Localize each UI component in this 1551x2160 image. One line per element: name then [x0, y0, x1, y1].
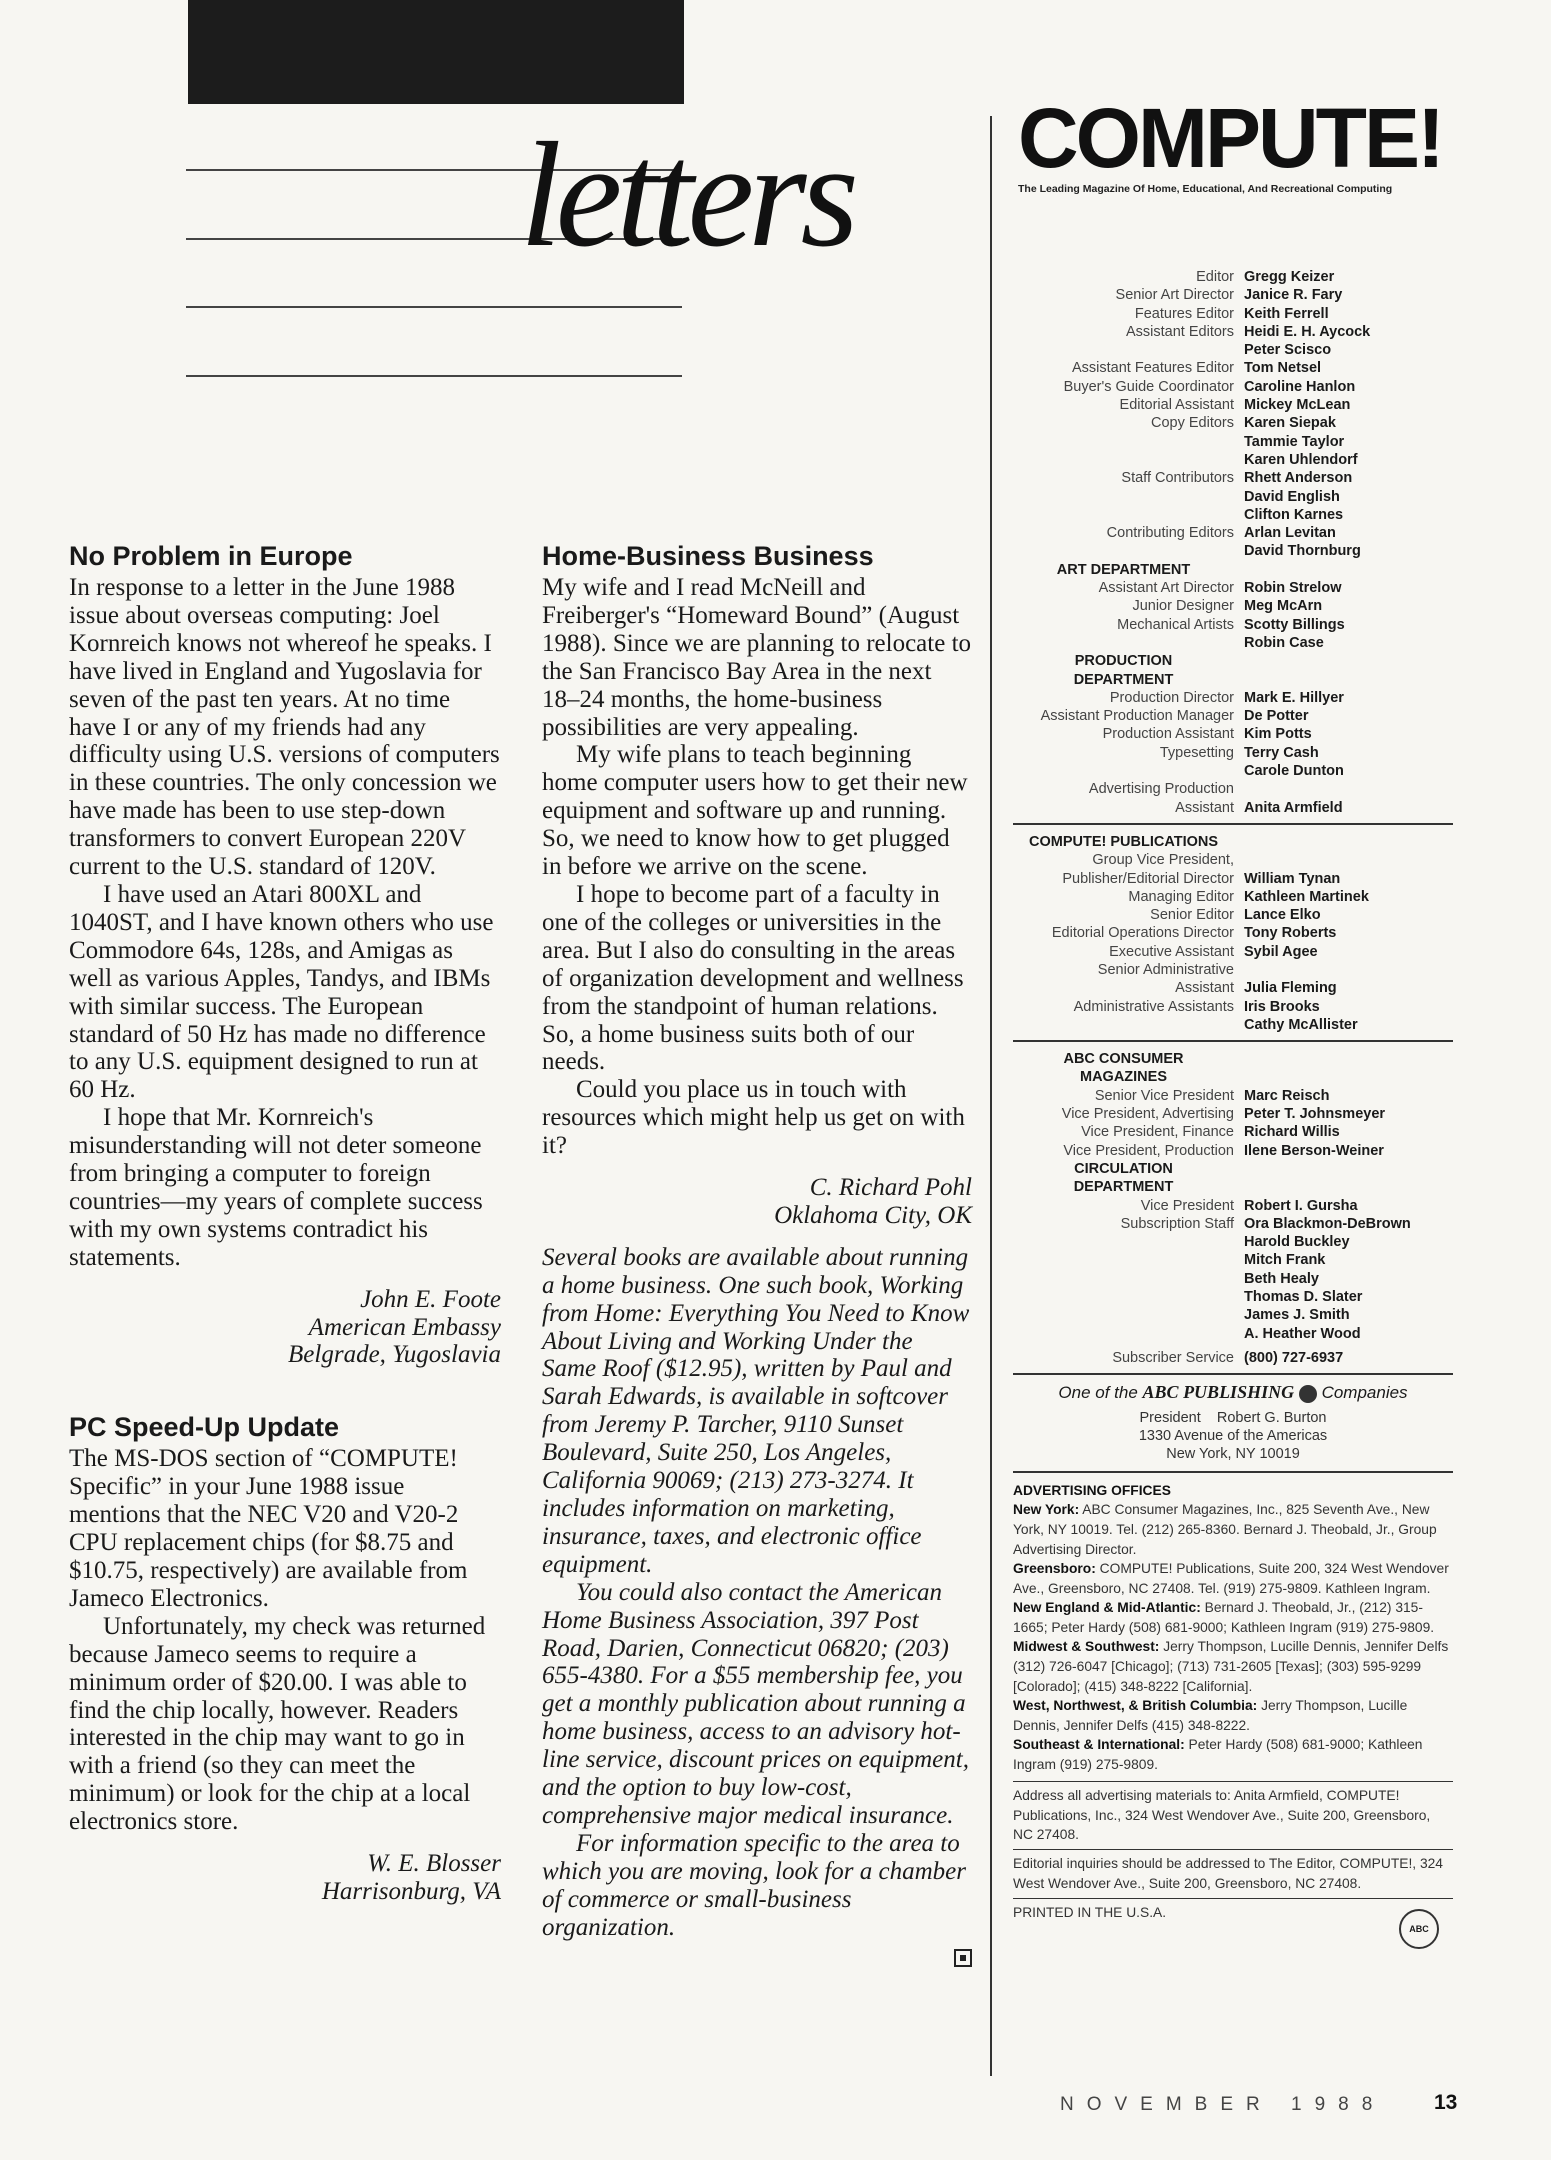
staff-name: Tony Roberts: [1244, 925, 1337, 942]
staff-name: Ilene Berson-Weiner: [1244, 1142, 1384, 1159]
staff-row: [1013, 1233, 1453, 1251]
staff-role: Administrative Assistants: [1073, 998, 1234, 1015]
ad-office-text: Jerry Thompson, Lucille Dennis, Jennifer Delfs (312) 726-6047 [Chicago]; (713) 731-2605 [Texas]; (303) 595-9299 [Colorado]; (415) 348-8222 [California].: [1013, 1639, 1449, 1694]
column-divider: [990, 116, 992, 2076]
staff-name: Peter Scisco: [1244, 342, 1332, 359]
staff-name: Robin Strelow: [1244, 580, 1342, 597]
staff-row: [1013, 1087, 1453, 1105]
ad-office-region: New England & Mid-Atlantic:: [1013, 1600, 1201, 1616]
header-black-bar: [188, 0, 684, 104]
tagline: The Leading Magazine Of Home, Educational, And Recreational Computing: [1018, 183, 1393, 195]
signature-name: C. Richard Pohl: [809, 1174, 972, 1202]
staff-row: [1013, 979, 1453, 997]
subscriber-service: [1013, 1349, 1453, 1367]
staff-role: Assistant Production Manager: [1040, 708, 1234, 725]
staff-row: [1013, 341, 1453, 359]
signature-name: W. E. Blosser: [367, 1850, 501, 1878]
staff-name: David Thornburg: [1244, 543, 1361, 560]
issue-date: NOVEMBER 1988: [1060, 2094, 1386, 2115]
staff-row: [1013, 1215, 1453, 1233]
staff-row: [1013, 1197, 1453, 1215]
staff-name: Clifton Karnes: [1244, 506, 1344, 523]
circulation-list: [1013, 1197, 1453, 1343]
staff-role: Production Director: [1109, 689, 1234, 706]
ad-office-text: Jerry Thompson, Lucille Dennis, Jennifer Delfs (415) 348-8222.: [1013, 1698, 1408, 1733]
staff-name: Ora Blackmon-DeBrown: [1244, 1215, 1411, 1232]
reply-paragraph: You could also contact the American Home Business Association, 397 Post Road, Darien, Connecticut 06820; (203) 655-4380. For a $55 membership fee, you get a monthly publication about running a home business, access to an advisory hot-line service, discount prices on equipment, and the option to buy low-cost, comprehensive major medical insurance.: [542, 1578, 969, 1829]
letter-signature: [542, 1174, 972, 1230]
ad-office-text: ABC Consumer Magazines, Inc., 825 Seventh Ave., New York, NY 10019. Tel. (212) 265-8360. Bernard J. Theobald, Jr., Group Advertising Director.: [1013, 1502, 1437, 1557]
staff-name: Keith Ferrell: [1244, 305, 1329, 322]
staff-row: [1013, 961, 1453, 979]
staff-name: Heidi E. H. Aycock: [1244, 323, 1371, 340]
production-list: [1013, 689, 1453, 780]
staff-role: [1013, 488, 1244, 506]
ad-offices-list: [1013, 1500, 1453, 1774]
staff-row: [1013, 1142, 1453, 1160]
reply-paragraph: For information specific to the area to which you are moving, look for a chamber of commerce or small-business organization.: [542, 1829, 966, 1941]
editorial-inquiries: Editorial inquiries should be addressed to The Editor, COMPUTE!, 324 West Wendover Ave., Suite 200, Greensboro, NC 27408.: [1013, 1856, 1443, 1892]
staff-role: [1013, 634, 1244, 652]
abc-publishing-logo: ABC PUBLISHING: [1142, 1382, 1295, 1403]
staff-name: Janice R. Fary: [1244, 287, 1343, 304]
publications-heading: COMPUTE! PUBLICATIONS: [1028, 833, 1219, 850]
divider: [1013, 823, 1453, 825]
staff-role: Managing Editor: [1128, 888, 1234, 905]
staff-role: [1013, 1325, 1244, 1343]
staff-row: [1013, 725, 1453, 743]
staff-row: [1013, 524, 1453, 542]
ad-office: [1013, 1637, 1453, 1696]
staff-row: [1013, 579, 1453, 597]
paragraph: The MS-DOS section of “COMPUTE! Specific” in your June 1988 issue mentions that the NEC V20 and V20-2 CPU replacement chips (for $8.75 and $10.75, respectively) are available from Jameco Electronics.: [69, 1445, 468, 1612]
staff-row: [1013, 1349, 1453, 1367]
staff-name: Iris Brooks: [1244, 998, 1320, 1015]
staff-role: Executive Assistant: [1109, 943, 1234, 960]
ad-office-region: Greensboro:: [1013, 1561, 1096, 1577]
art-department-heading: ART DEPARTMENT: [1056, 561, 1191, 578]
abc-pub-prefix: One of the: [1058, 1383, 1138, 1403]
staff-row: [1013, 597, 1453, 615]
staff-role: Assistant: [1175, 980, 1234, 997]
staff-role: Contributing Editors: [1106, 525, 1234, 542]
staff-row: [1013, 1288, 1453, 1306]
staff-row: [1013, 506, 1453, 524]
staff-name: Mitch Frank: [1244, 1252, 1326, 1269]
staff-role: [1013, 762, 1244, 780]
staff-row: [1013, 1105, 1453, 1123]
staff-role: Staff Contributors: [1121, 470, 1234, 487]
letter-pc-speed-up-update: [69, 1411, 501, 1906]
divider: [1013, 1040, 1453, 1042]
staff-role: Group Vice President,: [1092, 852, 1234, 869]
staff-row: [1013, 414, 1453, 432]
signature-line: American Embassy: [308, 1313, 501, 1341]
editor-reply: [542, 1244, 972, 1942]
staff-name: Gregg Keizer: [1244, 269, 1335, 285]
compute-logo: COMPUTE!: [1018, 91, 1442, 185]
staff-name: Richard Willis: [1244, 1124, 1340, 1141]
staff-role: Features Editor: [1134, 305, 1234, 322]
staff-name: Arlan Levitan: [1244, 525, 1336, 542]
letter-signature: [69, 1286, 501, 1370]
printed-in-usa: PRINTED IN THE U.S.A.: [1013, 1905, 1167, 1921]
staff-role: Vice President, Advertising: [1061, 1106, 1234, 1123]
staff-row: [1013, 433, 1453, 451]
ad-office: [1013, 1735, 1453, 1774]
staff-row: [1013, 1123, 1453, 1141]
staff-role: Subscriber Service: [1112, 1349, 1234, 1366]
staff-name: Peter T. Johnsmeyer: [1244, 1106, 1386, 1123]
abc-list: [1013, 1087, 1453, 1160]
staff-row: [1013, 323, 1453, 341]
abc-pub-suffix: Companies: [1321, 1383, 1408, 1403]
ad-office: [1013, 1598, 1453, 1637]
staff-row: [1013, 542, 1453, 560]
staff-name: Karen Siepak: [1244, 415, 1336, 432]
signature-name: John E. Foote: [360, 1285, 501, 1313]
staff-role: [1013, 451, 1244, 469]
staff-role: Senior Editor: [1150, 907, 1234, 924]
letter-heading: No Problem in Europe: [69, 541, 353, 571]
staff-name: Cathy McAllister: [1244, 1016, 1358, 1033]
staff-row: [1013, 396, 1453, 414]
production-heading-1: PRODUCTION: [1074, 653, 1173, 670]
staff-row: [1013, 689, 1453, 707]
signature-line: Harrisonburg, VA: [321, 1877, 501, 1905]
staff-role: Assistant Art Director: [1098, 580, 1234, 597]
staff-name: Carole Dunton: [1244, 763, 1344, 780]
staff-row: [1013, 1306, 1453, 1324]
staff-name: Anita Armfield: [1244, 799, 1343, 816]
address-line: New York, NY 10019: [1166, 1445, 1300, 1462]
staff-role: [1013, 341, 1244, 359]
divider: [1013, 1471, 1453, 1473]
staff-role: [1013, 1016, 1244, 1034]
ad-office: [1013, 1500, 1453, 1559]
staff-role: [1013, 1270, 1244, 1288]
staff-role: Vice President, Finance: [1081, 1124, 1234, 1141]
signature-line: Belgrade, Yugoslavia: [288, 1341, 501, 1369]
circulation-heading-2: DEPARTMENT: [1073, 1179, 1174, 1196]
page-number: 13: [1434, 2091, 1458, 2114]
ad-office: [1013, 1696, 1453, 1735]
staff-name: De Potter: [1244, 708, 1309, 725]
ad-office: [1013, 1559, 1453, 1598]
section-title: letters: [520, 112, 853, 278]
staff-role: Mechanical Artists: [1117, 616, 1234, 633]
staff-name: A. Heather Wood: [1244, 1325, 1361, 1342]
staff-row: [1013, 469, 1453, 487]
abc-heading-2: MAGAZINES: [1080, 1069, 1167, 1086]
abc-audit-seal-icon: ABC: [1399, 1909, 1439, 1949]
abc-logo-icon: [1299, 1385, 1317, 1403]
paragraph: Could you place us in touch with resources which might help us get on with it?: [542, 1076, 965, 1160]
staff-name: Sybil Agee: [1244, 943, 1318, 960]
staff-name: Marc Reisch: [1244, 1087, 1330, 1104]
staff-name: Julia Fleming: [1244, 980, 1337, 997]
staff-role: Senior Art Director: [1115, 287, 1234, 304]
staff-name: Mark E. Hillyer: [1244, 689, 1344, 706]
staff-name: Robert I. Gursha: [1244, 1197, 1358, 1214]
staff-role: [1013, 433, 1244, 451]
staff-row: [1013, 851, 1453, 869]
staff-row: [1013, 305, 1453, 323]
staff-role: Buyer's Guide Coordinator: [1063, 378, 1234, 395]
paragraph: I hope that Mr. Kornreich's misunderstanding will not deter someone from bringing a computer to foreign countries—my years of complete success with my own systems contradict his statements.: [69, 1104, 483, 1271]
divider: [1013, 1781, 1453, 1783]
staff-row: [1013, 780, 1453, 798]
signature-line: Oklahoma City, OK: [774, 1201, 972, 1229]
ad-offices: [1013, 1481, 1453, 1775]
staff-row: [1013, 762, 1453, 780]
staff-name: David English: [1244, 488, 1340, 505]
staff-row: [1013, 359, 1453, 377]
staff-role: Assistant Features Editor: [1072, 360, 1234, 377]
staff-row: [1013, 744, 1453, 762]
staff-row: [1013, 1270, 1453, 1288]
staff-name: William Tynan: [1244, 870, 1341, 887]
ad-office-region: New York:: [1013, 1502, 1080, 1518]
staff-name: Rhett Anderson: [1244, 470, 1353, 487]
paragraph: My wife and I read McNeill and Freiberger's “Homeward Bound” (August 1988). Since we are planning to relocate to the San Francisco Bay Area in the next 18–24 months, the home-business possibilities are very appealing.: [542, 574, 972, 741]
staff-row: [1013, 707, 1453, 725]
staff-role: [1013, 506, 1244, 524]
staff-name: Tom Netsel: [1244, 360, 1322, 377]
staff-row: [1013, 634, 1453, 652]
staff-role: Publisher/Editorial Director: [1062, 870, 1234, 887]
staff-role: Editor: [1196, 269, 1234, 285]
staff-row: [1013, 1325, 1453, 1343]
abc-heading-1: ABC CONSUMER: [1063, 1051, 1184, 1068]
divider: [1013, 1898, 1453, 1900]
ad-materials: Address all advertising materials to: Anita Armfield, COMPUTE! Publications, Inc., 324 West Wendover Ave., Suite 200, Greensboro, NC 27408.: [1013, 1788, 1431, 1843]
divider: [1013, 1849, 1453, 1851]
staff-row: [1013, 488, 1453, 506]
staff-row: [1013, 870, 1453, 888]
publications-list: [1013, 888, 1453, 961]
staff-name: Mickey McLean: [1244, 397, 1351, 414]
staff-row: [1013, 451, 1453, 469]
ad-office-region: Southeast & International:: [1013, 1737, 1185, 1753]
staff-name: Robin Case: [1244, 634, 1324, 651]
title-rule: [186, 375, 682, 377]
staff-name: Thomas D. Slater: [1244, 1289, 1363, 1306]
staff-role: Junior Designer: [1132, 598, 1234, 615]
reply-paragraph: Several books are available about running a home business. One such book, Working from Home: Everything You Need to Know About Living and Working Under the Same Roof ($12.95), written by Paul and Sarah Edwards, is available in softcover from Jeremy P. Tarcher, 9110 Sunset Boulevard, Suite 250, Los Angeles, California 90069; (213) 273-3274. It includes information on marketing, insurance, taxes, and electronic office equipment.: [542, 1243, 970, 1578]
staff-role: [1013, 1306, 1244, 1324]
staff-role: Editorial Assistant: [1119, 397, 1234, 414]
staff-row: [1013, 286, 1453, 304]
staff-name: Beth Healy: [1244, 1270, 1319, 1287]
staff-row: [1013, 888, 1453, 906]
address-line: 1330 Avenue of the Americas: [1138, 1427, 1328, 1444]
staff-role: Vice President, Production: [1063, 1142, 1234, 1159]
ad-office-region: West, Northwest, & British Columbia:: [1013, 1698, 1258, 1714]
staff-row: [1013, 799, 1453, 817]
staff-name: Terry Cash: [1244, 744, 1319, 761]
staff-role: Editorial Operations Director: [1051, 925, 1234, 942]
ad-office-region: Midwest & Southwest:: [1013, 1639, 1160, 1655]
staff-name: James J. Smith: [1244, 1307, 1350, 1324]
staff-role: Senior Administrative: [1097, 961, 1234, 978]
ad-office-text: Peter Hardy (508) 681-9000; Kathleen Ingram (919) 275-9809.: [1013, 1737, 1423, 1773]
staff-row: [1013, 924, 1453, 942]
masthead: [1013, 268, 1453, 1949]
circulation-heading-1: CIRCULATION: [1074, 1160, 1173, 1177]
staff-name: (800) 727-6937: [1244, 1349, 1344, 1366]
ad-offices-heading: ADVERTISING OFFICES: [1013, 1482, 1171, 1498]
production-heading-2: DEPARTMENT: [1073, 671, 1174, 688]
paragraph: My wife plans to teach beginning home computer users how to get their new equipment and software up and running. So, we need to know how to get plugged in before we arrive on the scene.: [542, 741, 968, 881]
staff-role: [1013, 542, 1244, 560]
letter-heading: PC Speed-Up Update: [69, 1412, 340, 1443]
end-mark-icon: [954, 1949, 972, 1967]
staff-row: [1013, 616, 1453, 634]
staff-name: Tammie Taylor: [1244, 433, 1345, 450]
paragraph: Unfortunately, my check was returned because Jameco seems to require a minimum order of $20.00. I was able to find the chip locally, however. Readers interested in the chip may want to go in with a friend (so they can meet the minimum) or look for the chip at a local electronics store.: [69, 1612, 486, 1836]
staff-role: Senior Vice President: [1094, 1087, 1234, 1104]
letter-signature: [69, 1850, 501, 1906]
staff-list: [1013, 268, 1453, 561]
staff-name: Lance Elko: [1244, 907, 1321, 924]
staff-row: [1013, 1251, 1453, 1269]
staff-row: [1013, 378, 1453, 396]
staff-role: Typesetting: [1159, 744, 1234, 761]
abc-publishing-line: [1013, 1383, 1453, 1403]
staff-name: Harold Buckley: [1244, 1234, 1350, 1251]
staff-row: [1013, 268, 1453, 286]
staff-role: [1013, 1288, 1244, 1306]
staff-role: Production Assistant: [1102, 726, 1234, 743]
ad-office-text: COMPUTE! Publications, Suite 200, 324 West Wendover Ave., Greensboro, NC 27408. Tel. (919) 275-9809. Kathleen Ingram.: [1013, 1561, 1449, 1596]
staff-row: [1013, 1016, 1453, 1034]
staff-role: Subscription Staff: [1120, 1215, 1234, 1232]
paragraph: I have used an Atari 800XL and 1040ST, and I have known others who use Commodore 64s, 128s, and Amigas as well as various Apples, Tandys, and IBMs with similar success. The European standard of 50 Hz has made no difference to any U.S. equipment designed to run at 60 Hz.: [69, 880, 494, 1104]
left-column: [69, 540, 501, 1906]
staff-row: [1013, 906, 1453, 924]
staff-role: Assistant Editors: [1126, 323, 1234, 340]
staff-row: [1013, 998, 1453, 1016]
staff-name: Kathleen Martinek: [1244, 888, 1369, 905]
staff-name: Caroline Hanlon: [1244, 378, 1356, 395]
staff-role: Vice President: [1140, 1197, 1234, 1214]
divider: [1013, 1373, 1453, 1375]
staff-name: Meg McArn: [1244, 598, 1323, 615]
ad-office-text: Bernard J. Theobald, Jr., (212) 315-1665; Peter Hardy (508) 681-9000; Kathleen Ingram (919) 275-9809.: [1013, 1600, 1435, 1635]
letter-no-problem-in-europe: [69, 540, 501, 1369]
art-list: [1013, 579, 1453, 652]
staff-name: Kim Potts: [1244, 726, 1312, 743]
admin-list: [1013, 998, 1453, 1035]
staff-role: Copy Editors: [1150, 415, 1234, 432]
president-line: President Robert G. Burton: [1139, 1409, 1327, 1426]
middle-column: [542, 540, 972, 1973]
staff-row: [1013, 943, 1453, 961]
staff-role: Assistant: [1175, 799, 1234, 816]
paragraph: I hope to become part of a faculty in one of the colleges or universities in the area. But I also do consulting in the areas of organization development and wellness from the standpoint of human relations. So, a home business suits both of our needs.: [542, 880, 964, 1076]
staff-role: [1013, 1251, 1244, 1269]
staff-name: Karen Uhlendorf: [1244, 451, 1358, 468]
staff-role: Advertising Production: [1088, 781, 1234, 798]
paragraph: In response to a letter in the June 1988 issue about overseas computing: Joel Kornreich knows not whereof he speaks. I have lived in England and Yugoslavia for seven of the past ten years. At no time have I or any of my friends had any difficulty using U.S. versions of computers in these countries. The only concession we have made has been to use step-down transformers to convert European 220V current to the U.S. standard of 120V.: [69, 574, 500, 881]
staff-name: Scotty Billings: [1244, 616, 1345, 633]
title-rule: [186, 306, 682, 308]
staff-role: [1013, 1233, 1244, 1251]
letter-heading: Home-Business Business: [542, 541, 874, 571]
